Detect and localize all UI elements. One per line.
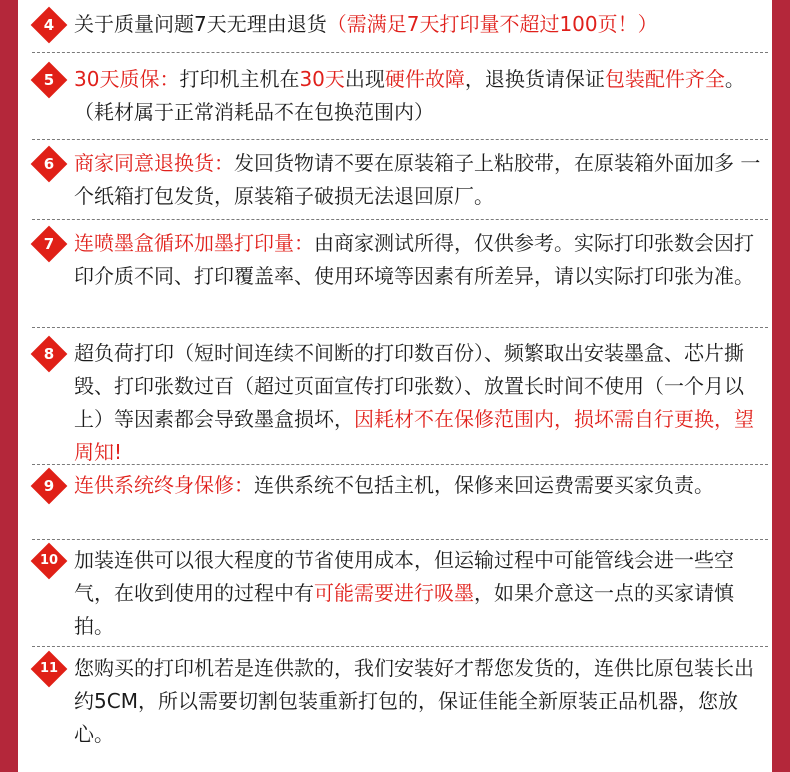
divider [32,219,768,220]
notice-text: 加装连供可以很大程度的节省使用成本，但运输过程中可能管线会进一些空气，在收到使用的过程中有可能需要进行吸墨，如果介意这一点的买家请慎拍。 [74,548,734,638]
divider [32,646,768,647]
number-badge-label: 8 [43,345,55,363]
notice-text: 商家同意退换货：发回货物请不要在原装箱子上粘胶带，在原装箱外面加多 一个纸箱打包发货，原装箱子破损无法退回原厂。 [74,151,761,208]
number-badge-label: 7 [43,235,55,253]
divider [32,539,768,540]
divider [32,464,768,465]
notice-text: 您购买的打印机若是连供款的，我们安装好才帮您发货的，连供比原包装长出约5CM，所以需要切割包装重新打包的，保证佳能全新原装正品机器，您放心。 [74,656,754,746]
divider [32,52,768,53]
number-badge-label: 5 [43,71,55,89]
divider [32,327,768,328]
divider [32,139,768,140]
number-badge-label: 9 [43,477,55,495]
notice-text: 超负荷打印（短时间连续不间断的打印数百份）、频繁取出安装墨盒、芯片撕毁、打印张数过百（超过页面宣传打印张数）、放置长时间不使用（一个月以上）等因素都会导致墨盒损坏，因耗材不在保修范围内，损坏需自行更换，望周知! [74,341,754,464]
number-badge-label: 11 [39,661,59,676]
notice-text: 连供系统终身保修：连供系统不包括主机，保修来回运费需要买家负责。 [74,473,714,497]
number-badge-label: 6 [43,155,55,173]
notice-panel [18,0,772,772]
notice-text: 关于质量问题7天无理由退货（需满足7天打印量不超过100页！） [74,12,658,36]
notice-text: 30天质保：打印机主机在30天出现硬件故障，退换货请保证包装配件齐全。（耗材属于正常消耗品不在包换范围内） [74,67,745,124]
notice-text: 连喷墨盒循环加墨打印量：由商家测试所得，仅供参考。实际打印张数会因打印介质不同、打印覆盖率、使用环境等因素有所差异，请以实际打印张为准。 [74,231,754,288]
number-badge-label: 10 [39,553,59,568]
number-badge-label: 4 [43,16,55,34]
